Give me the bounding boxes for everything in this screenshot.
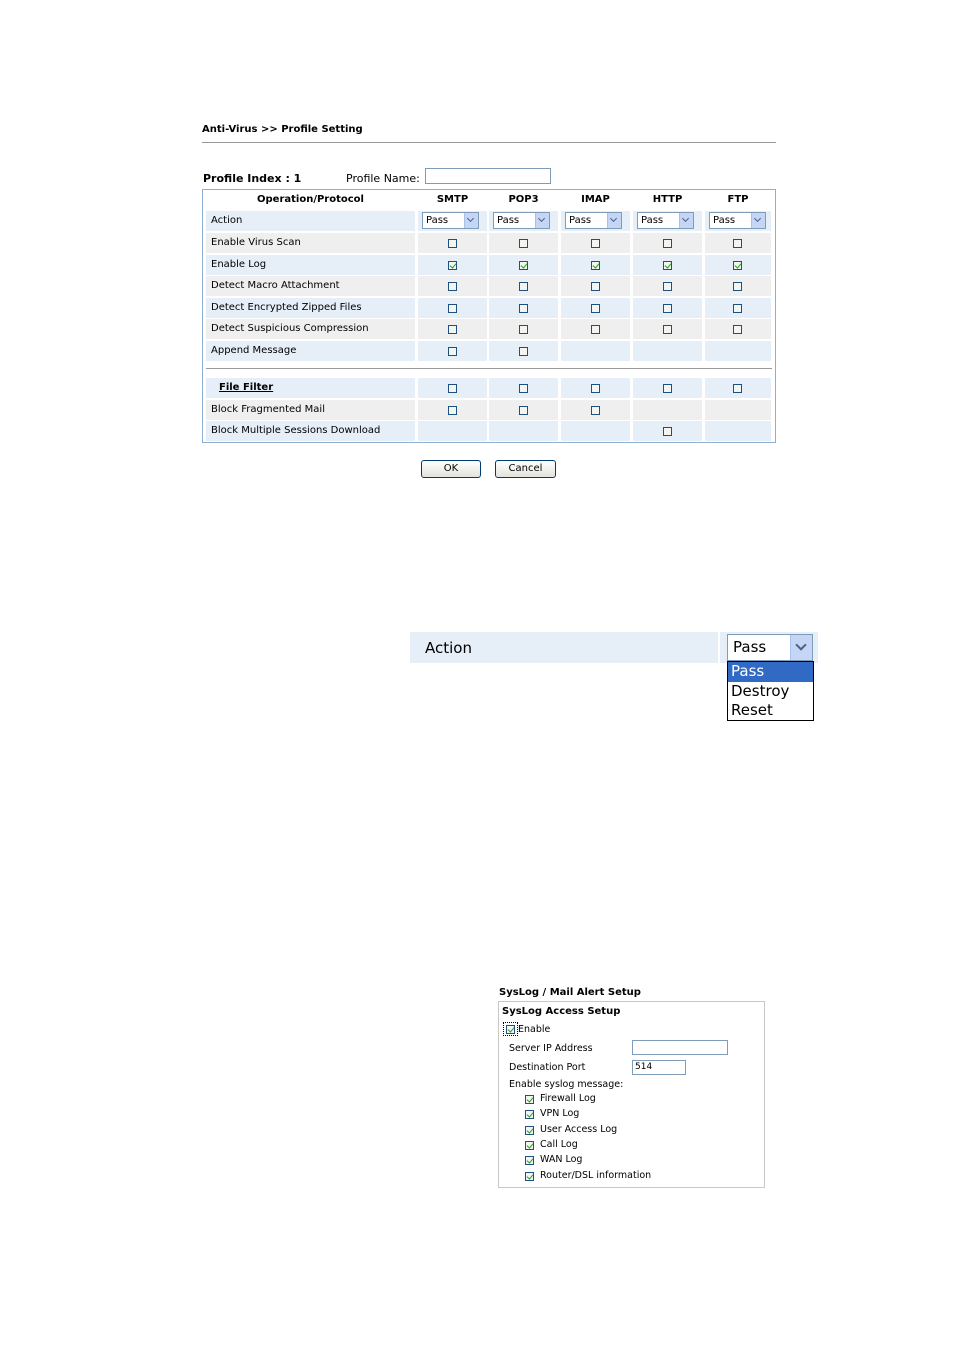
action-option-destroy[interactable]: Destroy (731, 681, 790, 700)
checkbox-imap[interactable] (591, 239, 600, 248)
action-option-pass[interactable]: Pass (728, 662, 813, 682)
checkbox-pop3[interactable] (519, 261, 528, 270)
imap-header: IMAP (581, 194, 610, 205)
syslog-message-checkbox[interactable] (525, 1110, 534, 1119)
profile-index-label: Profile Index : 1 (203, 172, 302, 185)
action-select-value: Pass (426, 215, 449, 226)
checkbox-pop3[interactable] (519, 282, 528, 291)
syslog-message-checkbox[interactable] (525, 1172, 534, 1181)
checkbox-smtp[interactable] (448, 261, 457, 270)
destination-port-label: Destination Port (509, 1062, 586, 1073)
action-select-pop3[interactable] (493, 212, 550, 229)
checkbox-http[interactable] (663, 384, 672, 393)
checkbox-smtp[interactable] (448, 239, 457, 248)
syslog-title: SysLog / Mail Alert Setup (499, 987, 641, 998)
ok-button[interactable]: OK (421, 460, 481, 478)
chevron-down-icon[interactable] (464, 213, 478, 228)
chevron-down-icon[interactable] (751, 213, 765, 228)
checkbox-http[interactable] (663, 261, 672, 270)
enable-focus-ring (503, 1022, 518, 1036)
syslog-message-label: Router/DSL information (540, 1169, 652, 1181)
checkbox-ftp[interactable] (733, 239, 742, 248)
checkbox-imap[interactable] (591, 282, 600, 291)
row-label: Detect Macro Attachment (211, 280, 340, 291)
syslog-enable-label: Enable (518, 1024, 551, 1035)
checkbox-pop3[interactable] (519, 325, 528, 334)
checkbox-imap[interactable] (591, 406, 600, 415)
action-options-list (727, 661, 814, 721)
row-label: Append Message (211, 344, 297, 356)
checkbox-ftp[interactable] (733, 261, 742, 270)
checkbox-imap[interactable] (591, 261, 600, 270)
checkbox-http[interactable] (663, 239, 672, 248)
syslog-messages-label: Enable syslog message: (509, 1079, 624, 1090)
protocol-cell (705, 341, 771, 361)
checkbox-http[interactable] (663, 304, 672, 313)
checkbox-http[interactable] (663, 282, 672, 291)
checkbox-ftp[interactable] (733, 304, 742, 313)
action-select-ftp[interactable] (709, 212, 766, 229)
checkbox-imap[interactable] (591, 384, 600, 393)
syslog-message-label: WAN Log (540, 1154, 583, 1166)
syslog-message-label: User Access Log (540, 1123, 618, 1135)
protocol-cell (633, 400, 702, 420)
checkbox-http[interactable] (663, 427, 672, 436)
action-select-smtp[interactable] (422, 212, 479, 229)
action-label: Action (211, 215, 243, 226)
checkbox-smtp[interactable] (448, 347, 457, 356)
checkbox-ftp[interactable] (733, 282, 742, 291)
profile-name-input[interactable] (425, 168, 551, 184)
protocol-cell (561, 421, 630, 441)
checkbox-imap[interactable] (591, 304, 600, 313)
row-label: Block Fragmented Mail (211, 403, 325, 415)
destination-port-input[interactable]: 514 (632, 1060, 686, 1075)
checkbox-ftp[interactable] (733, 325, 742, 334)
syslog-message-label: Firewall Log (540, 1093, 596, 1104)
syslog-message-checkbox[interactable] (525, 1141, 534, 1150)
chevron-down-icon[interactable] (607, 213, 621, 228)
action-select-value: Pass (497, 215, 520, 226)
row-label: Detect Encrypted Zipped Files (211, 301, 362, 313)
checkbox-smtp[interactable] (448, 406, 457, 415)
action-select-expanded[interactable] (727, 634, 813, 661)
protocol-cell (705, 400, 771, 420)
protocol-cell (633, 341, 702, 361)
operation-protocol-header: Operation/Protocol (257, 194, 364, 205)
syslog-message-checkbox[interactable] (525, 1126, 534, 1135)
row-label: Detect Suspicious Compression (211, 323, 369, 334)
smtp-header: SMTP (436, 194, 469, 205)
checkbox-imap[interactable] (591, 325, 600, 334)
profile-name-label: Profile Name: (346, 172, 420, 185)
row-label: Block Multiple Sessions Download (211, 425, 381, 436)
checkbox-pop3[interactable] (519, 406, 528, 415)
page-title: Anti-Virus >> Profile Setting (202, 124, 363, 135)
action-option-reset[interactable]: Reset (731, 701, 773, 719)
checkbox-pop3[interactable] (519, 239, 528, 248)
action-select-value: Pass (569, 215, 592, 226)
syslog-section-title: SysLog Access Setup (502, 1006, 621, 1017)
protocol-cell (705, 421, 771, 441)
checkbox-smtp[interactable] (448, 325, 457, 334)
syslog-enable-checkbox[interactable] (506, 1025, 515, 1034)
protocol-cell (418, 421, 487, 441)
checkbox-ftp[interactable] (733, 384, 742, 393)
action-zoom-label: Action (425, 639, 472, 657)
action-select-imap[interactable] (565, 212, 622, 229)
title-divider (202, 142, 776, 143)
cancel-button[interactable]: Cancel (495, 460, 556, 478)
syslog-access-panel (498, 1001, 765, 1188)
server-ip-input[interactable] (632, 1040, 728, 1055)
checkbox-pop3[interactable] (519, 347, 528, 356)
row-label: Enable Log (211, 258, 267, 270)
action-select-http[interactable] (637, 212, 694, 229)
checkbox-pop3[interactable] (519, 384, 528, 393)
chevron-down-icon[interactable] (790, 635, 812, 660)
ftp-header: FTP (727, 194, 749, 205)
action-select-value: Pass (641, 215, 664, 226)
pop3-header: POP3 (508, 194, 539, 205)
server-ip-label: Server IP Address (509, 1043, 593, 1054)
checkbox-http[interactable] (663, 325, 672, 334)
checkbox-pop3[interactable] (519, 304, 528, 313)
checkbox-smtp[interactable] (448, 282, 457, 291)
chevron-down-icon[interactable] (679, 213, 693, 228)
protocol-cell (561, 341, 630, 361)
syslog-message-label: Call Log (540, 1138, 578, 1150)
protocol-cell (489, 421, 558, 441)
action-select-value: Pass (713, 215, 736, 226)
row-label: Enable Virus Scan (211, 237, 301, 248)
chevron-down-icon[interactable] (535, 213, 549, 228)
checkbox-smtp[interactable] (448, 304, 457, 313)
checkbox-smtp[interactable] (448, 384, 457, 393)
file-filter-link[interactable]: File Filter (219, 382, 274, 393)
http-header: HTTP (652, 194, 683, 205)
syslog-message-label: VPN Log (540, 1108, 580, 1120)
action-select-value: Pass (733, 638, 767, 656)
section-divider (206, 368, 772, 369)
syslog-message-checkbox[interactable] (525, 1156, 534, 1165)
syslog-message-checkbox[interactable] (525, 1095, 534, 1104)
protocol-settings-table (202, 189, 776, 443)
